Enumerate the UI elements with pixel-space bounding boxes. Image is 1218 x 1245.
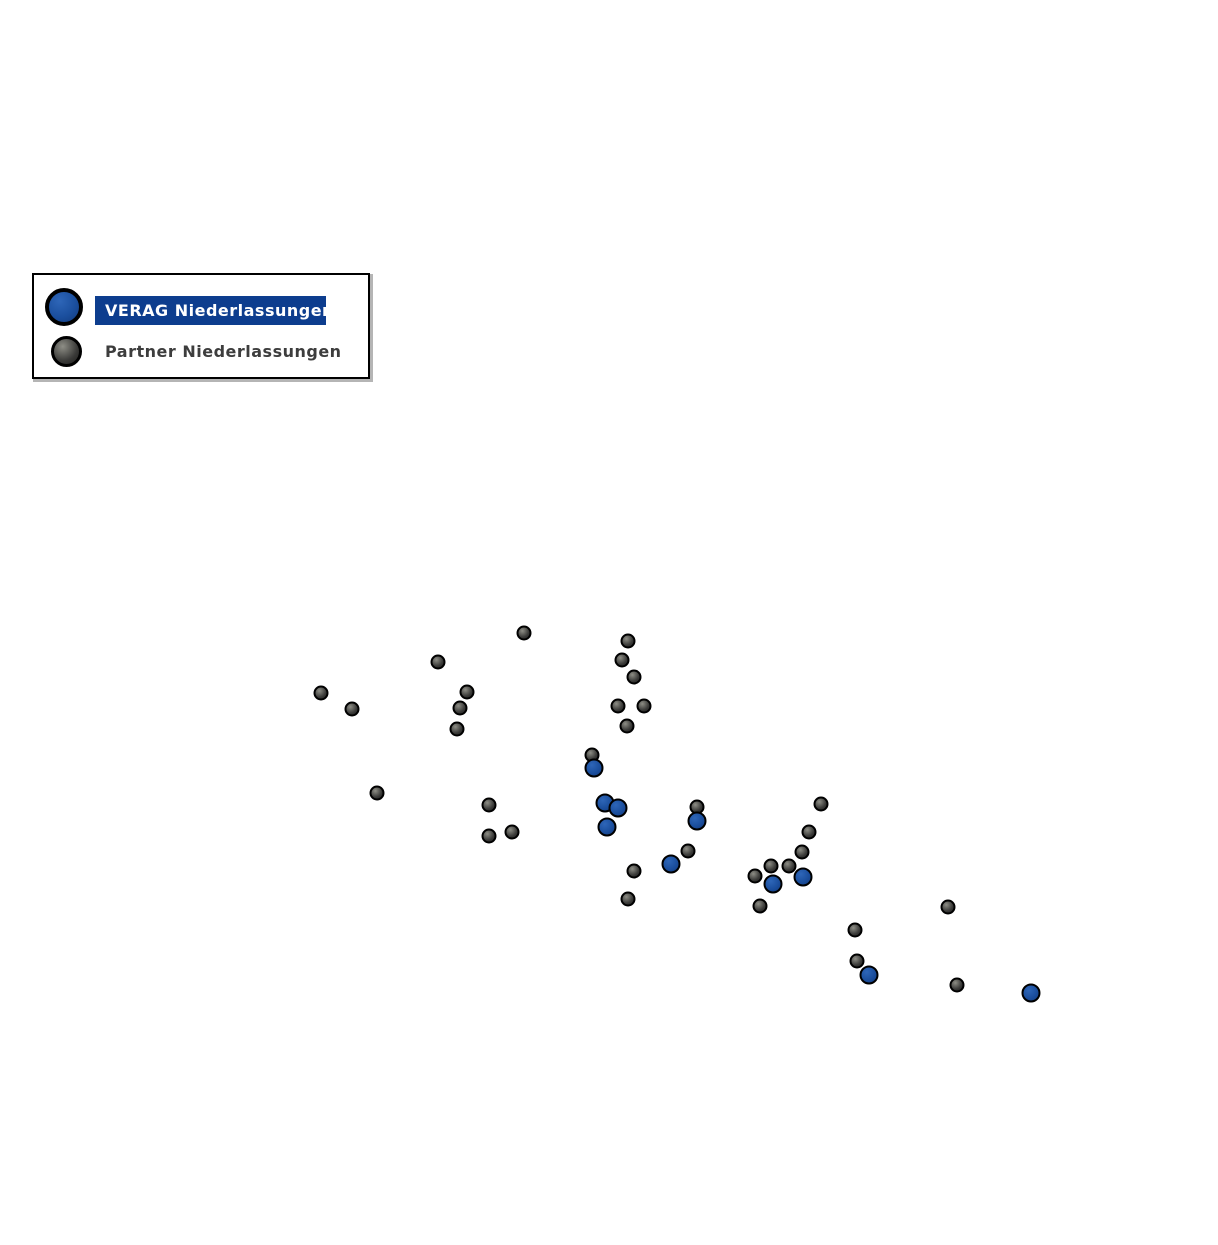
- map-marker-verag[interactable]: [1022, 984, 1041, 1003]
- verag-marker-icon: [45, 288, 83, 326]
- map-marker-partner[interactable]: [627, 670, 642, 685]
- legend-item-verag[interactable]: VERAG Niederlassungen: [95, 296, 326, 325]
- map-marker-partner[interactable]: [764, 859, 779, 874]
- map-marker-partner[interactable]: [748, 869, 763, 884]
- map-marker-partner[interactable]: [611, 699, 626, 714]
- map-marker-partner[interactable]: [431, 655, 446, 670]
- map-marker-partner[interactable]: [621, 634, 636, 649]
- map-marker-verag[interactable]: [860, 966, 879, 985]
- map-marker-verag[interactable]: [688, 812, 707, 831]
- map-marker-partner[interactable]: [795, 845, 810, 860]
- map-marker-partner[interactable]: [620, 719, 635, 734]
- map-marker-partner[interactable]: [314, 686, 329, 701]
- map-marker-verag[interactable]: [662, 855, 681, 874]
- map-marker-verag[interactable]: [764, 875, 783, 894]
- map-marker-verag[interactable]: [598, 818, 617, 837]
- map-marker-partner[interactable]: [370, 786, 385, 801]
- map-marker-partner[interactable]: [681, 844, 696, 859]
- map-marker-partner[interactable]: [753, 899, 768, 914]
- legend-item-partner[interactable]: Partner Niederlassungen: [105, 342, 342, 361]
- map-marker-partner[interactable]: [621, 892, 636, 907]
- map-marker-partner[interactable]: [450, 722, 465, 737]
- map-marker-partner[interactable]: [460, 685, 475, 700]
- map-marker-partner[interactable]: [850, 954, 865, 969]
- map-marker-partner[interactable]: [482, 829, 497, 844]
- map-marker-partner[interactable]: [637, 699, 652, 714]
- map-marker-verag[interactable]: [585, 759, 604, 778]
- map-marker-partner[interactable]: [941, 900, 956, 915]
- legend: [32, 273, 370, 379]
- map-marker-partner[interactable]: [517, 626, 532, 641]
- map-marker-verag[interactable]: [794, 868, 813, 887]
- map-marker-partner[interactable]: [615, 653, 630, 668]
- partner-marker-icon: [51, 336, 82, 367]
- map-marker-partner[interactable]: [814, 797, 829, 812]
- map-marker-partner[interactable]: [482, 798, 497, 813]
- map-marker-partner[interactable]: [950, 978, 965, 993]
- map-marker-partner[interactable]: [345, 702, 360, 717]
- map-marker-partner[interactable]: [802, 825, 817, 840]
- map-marker-partner[interactable]: [848, 923, 863, 938]
- map-marker-verag[interactable]: [609, 799, 628, 818]
- map-marker-partner[interactable]: [627, 864, 642, 879]
- map-marker-partner[interactable]: [453, 701, 468, 716]
- map-marker-partner[interactable]: [505, 825, 520, 840]
